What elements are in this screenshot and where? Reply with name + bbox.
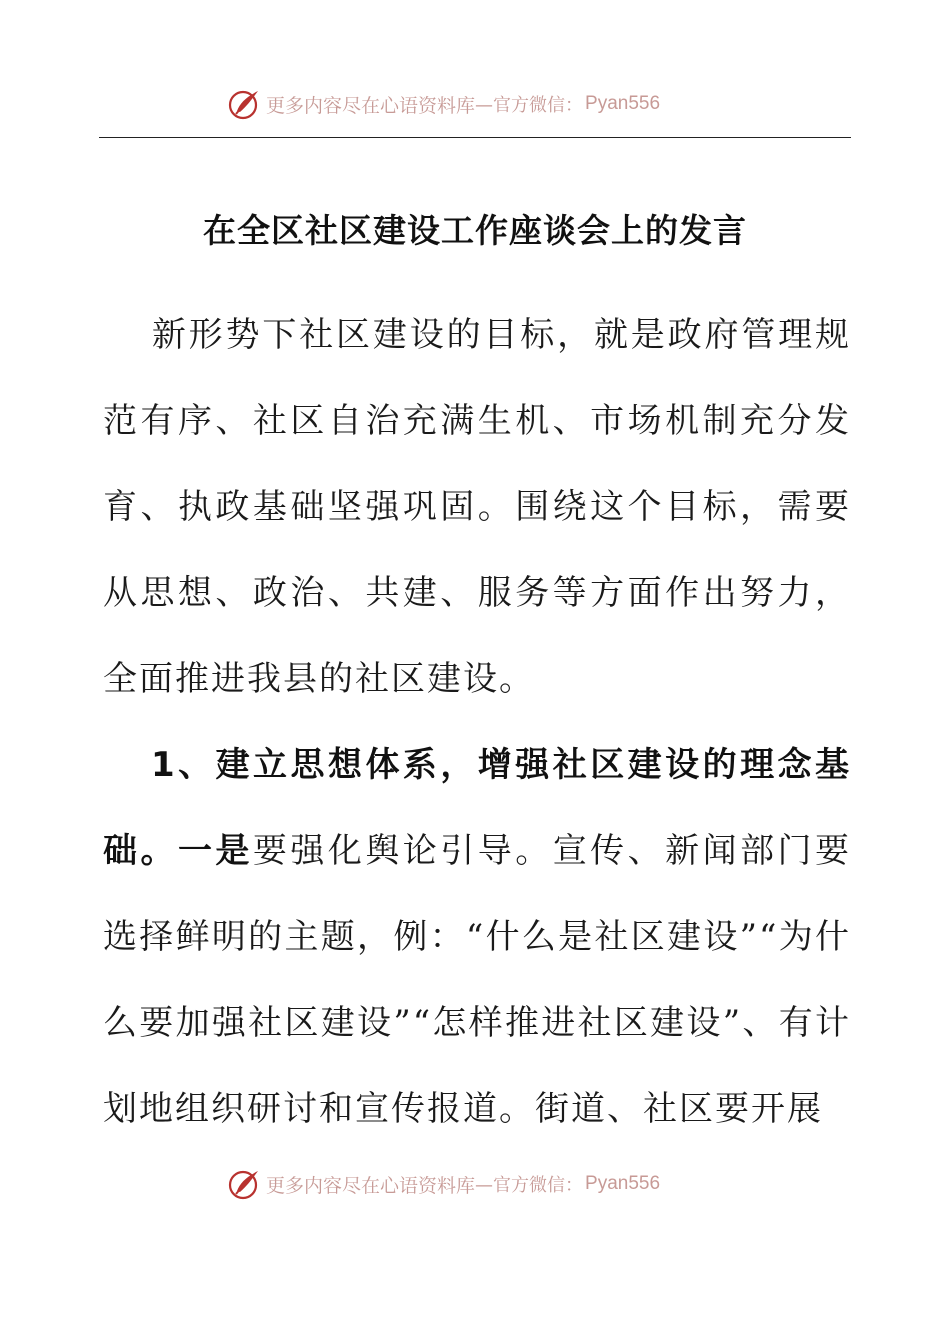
- banner-lead-text: 更多内容尽在心语资料库: [266, 1174, 476, 1197]
- quill-logo-icon: [228, 87, 262, 121]
- section-1-body: 要强化舆论引导。宣传、新闻部门要选择鲜明的主题，例：“什么是社区建设”“为什么要加强社区建设”“怎样推进社区建设”、有计划地组织研讨和宣传报道。街道、社区要开展: [103, 831, 852, 1129]
- banner-wechat-id: Pyan556: [585, 1173, 661, 1194]
- quill-logo-icon: [228, 1167, 262, 1201]
- banner-lead-text: 更多内容尽在心语资料库: [266, 94, 476, 117]
- paragraph-intro: [103, 292, 851, 722]
- banner-tail-text: —官方微信：: [475, 1175, 584, 1196]
- header-rule: [99, 137, 851, 138]
- paragraph-intro-text: 新形势下社区建设的目标，就是政府管理规范有序、社区自治充满生机、市场机制充分发育、执政基础坚强巩固。围绕这个目标，需要从思想、政治、共建、服务等方面作出努力，全面推进我县的社区建设。: [103, 315, 851, 699]
- footer-banner: [228, 1166, 660, 1202]
- section-1-heading: 1、建立思想体系，增强社区建设的理念基础。: [103, 745, 851, 871]
- banner-tail-text: —官方微信：: [475, 95, 584, 116]
- header-banner: [228, 86, 660, 122]
- section-1-lead: 一是: [177, 831, 253, 871]
- banner-wechat-id: Pyan556: [585, 93, 661, 114]
- document-title: 在全区社区建设工作座谈会上的发言: [203, 211, 747, 250]
- paragraph-section-1: [103, 722, 851, 1152]
